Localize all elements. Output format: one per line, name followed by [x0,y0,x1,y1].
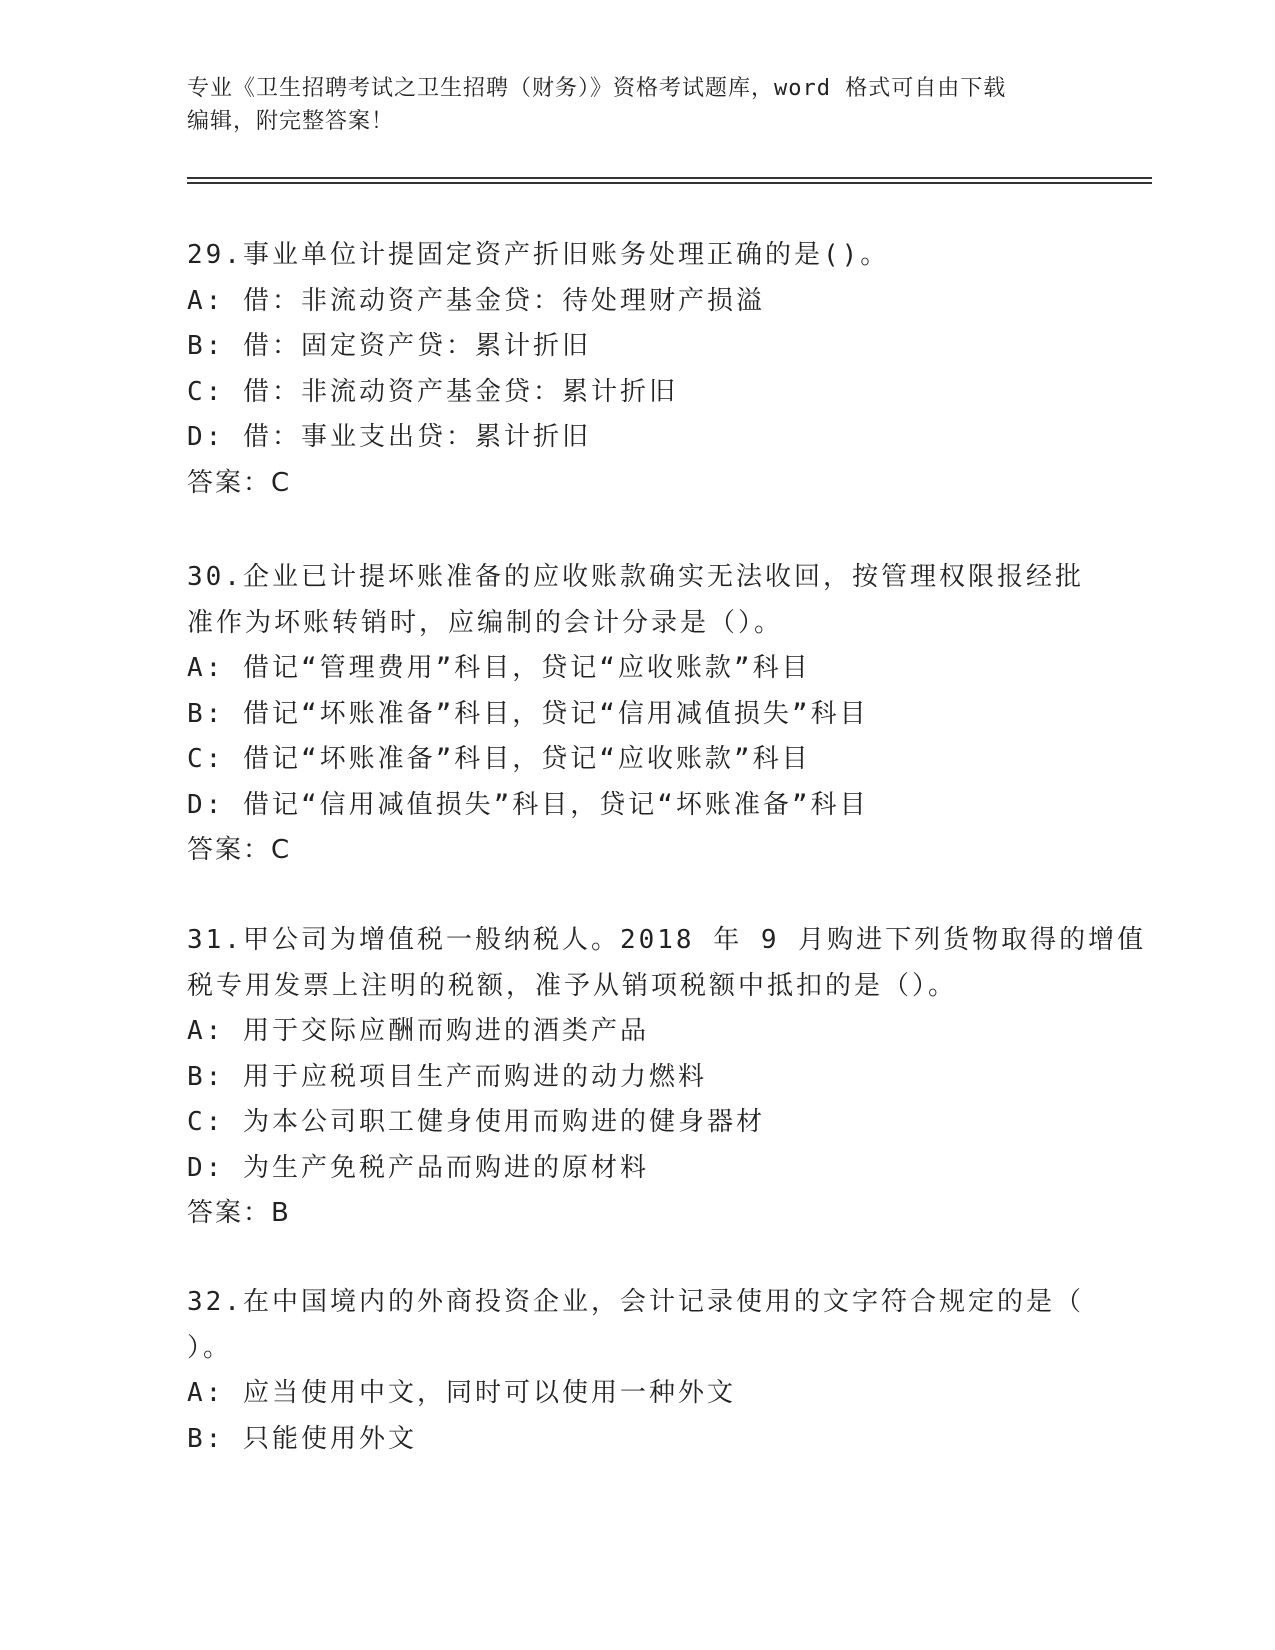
question-stem-continued: 税专用发票上注明的税额，准予从销项税额中抵扣的是（）。 [187,970,958,1001]
question-stem: 29.事业单位计提固定资产折旧账务处理正确的是()。 [187,240,890,270]
option-a: A: 借记“管理费用”科目，贷记“应收账款”科目 [187,653,811,683]
header-line-2: 编辑，附完整答案！ [187,109,395,134]
option-d: D: 借：事业支出贷：累计折旧 [187,422,591,452]
option-a: A: 用于交际应酬而购进的酒类产品 [187,1016,649,1046]
question-32 [187,1280,1087,1462]
option-b: B: 借：固定资产贷：累计折旧 [187,331,591,361]
question-stem: 30.企业已计提坏账准备的应收账款确实无法收回，按管理权限报经批 [187,562,1084,592]
question-stem: 31.甲公司为增值税一般纳税人。2018 年 9 月购进下列货物取得的增值 [187,925,1147,955]
option-c: C: 借记“坏账准备”科目，贷记“应收账款”科目 [187,744,811,774]
option-c: C: 为本公司职工健身使用而购进的健身器材 [187,1107,765,1137]
answer: 答案：C [187,467,292,498]
option-b: B: 用于应税项目生产而购进的动力燃料 [187,1061,707,1092]
question-30 [187,555,1087,874]
option-d: D: 为生产免税产品而购进的原材料 [187,1152,649,1183]
option-b: B: 只能使用外文 [187,1423,417,1454]
option-b: B: 借记“坏账准备”科目，贷记“信用减值损失”科目 [187,698,869,729]
answer: 答案：B [187,1198,291,1228]
option-d: D: 借记“信用减值损失”科目，贷记“坏账准备”科目 [187,789,869,820]
question-stem-continued: 准作为坏账转销时，应编制的会计分录是（）。 [187,607,784,638]
question-29 [187,233,1087,506]
header-line-1: 专业《卫生招聘考试之卫生招聘（财务）》资格考试题库，word 格式可自由下载 [187,76,1007,101]
question-stem: 32.在中国境内的外商投资企业，会计记录使用的文字符合规定的是（ [187,1287,1084,1317]
question-stem-continued: ）。 [187,1332,233,1363]
option-c: C: 借：非流动资产基金贷：累计折旧 [187,376,678,407]
question-31 [187,918,1147,1237]
option-a: A: 应当使用中文，同时可以使用一种外文 [187,1378,736,1408]
option-a: A: 借：非流动资产基金贷：待处理财产损溢 [187,285,765,316]
answer: 答案：C [187,835,292,865]
header-divider-top [187,177,1152,179]
header-divider-bottom [187,182,1152,184]
document-header [187,72,1087,138]
